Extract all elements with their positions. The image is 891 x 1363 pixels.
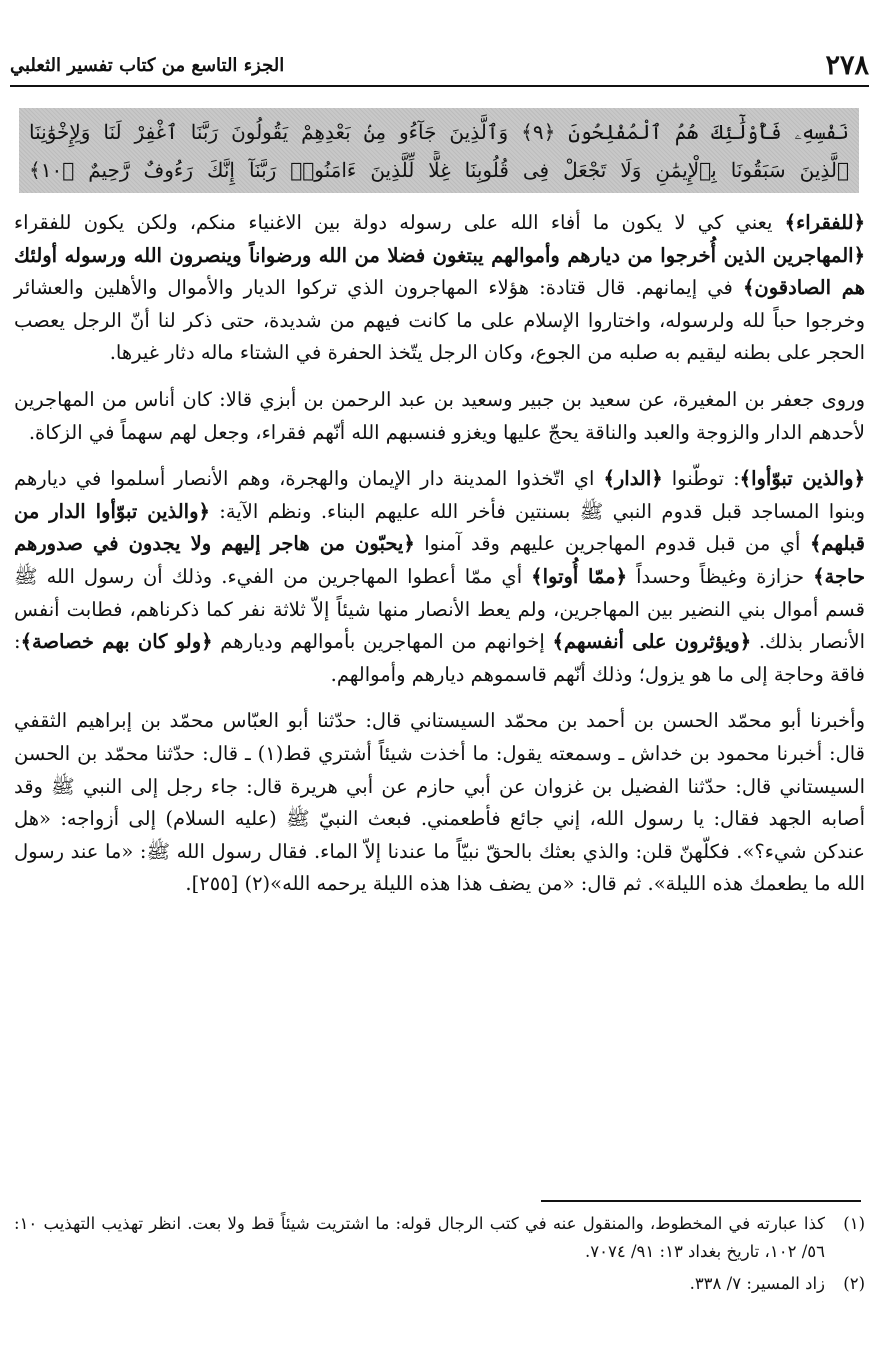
- paragraph-4: وأخبرنا أبو محمّد الحسن بن أحمد بن محمّد السيستاني قال: حدّثنا أبو العبّاس محمّد بن إبراهيم الثقفي قال: أخبرنا محمود بن خداش ـ وسمعته يقول: ما أخذت شيئاً أشتري قط(١) ـ قال: حدّثنا محمّد بن الحسن السيستاني قال: حدّثنا الفضيل بن غزوان عن أبي حازم عن أبي هريرة قال: جاء رجل إلى النبي ﷺ وقد أصابه الجهد فقال: يا رسول الله، إني جائع فأطعمني. فبعث النبيّ ﷺ (عليه السلام) إلى أزواجه: «هل عندكن شيء؟». فكلّهنّ قلن: والذي بعثك بالحقّ نبيّاً ما عندنا إلاّ الماء. فقال رسول الله ﷺ: «ما عند رسول الله ما يطعمك هذه الليلة». ثم قال: «من يضف هذا هذه الليلة يرحمه الله»(٢) [٢٥٥].: [14, 709, 866, 896]
- quran-line-2: ٱلَّذِينَ سَبَقُونَا بِٱلْإِيمَٰنِ وَلَا تَجْعَلْ فِى قُلُوبِنَا غِلًّا لِّلَّذِينَ ءَامَنُوا۟ رَبَّنَآ إِنَّكَ رَءُوفٌ رَّحِيمٌ ﴿١٠﴾: [29, 157, 849, 182]
- quoted-verse-fragment: ﴿ولو كان بهم خصاصة﴾: [20, 630, 213, 654]
- footnote-number: (١): [843, 1214, 865, 1233]
- quran-verse-box: [19, 108, 859, 193]
- quoted-verse-fragment: ﴿للفقراء﴾: [784, 211, 865, 234]
- quoted-verse-fragment: ﴿ممّا أُوتوا﴾: [531, 564, 628, 588]
- paragraph-3: ﴿والذين تبوّأوا﴾: توطّنوا ﴿الدار﴾ اي اتّخذوا المدينة دار الإيمان والهجرة، وهم الأنصار أسلموا في ديارهم وبنوا المساجد قبل قدوم النبي ﷺ بسنتين فأخر الله عليهم البناء. ونظم الآية: ﴿والذين تبوّأوا الدار من قبلهم﴾ أي من قبل قدوم المهاجرين عليهم وقد آمنوا ﴿يحبّون من هاجر إليهم ولا يجدون في صدورهم حاجة﴾ حزازة وغيظاً وحسداً ﴿ممّا أُوتوا﴾ أي ممّا أعطوا المهاجرين من الفيء. وذلك أن رسول الله ﷺ قسم أموال بني النضير بين المهاجرين، ولم يعط الأنصار منها شيئاً إلاّ ثلاثة نفر كما ذكرناهم، فطابت أنفس الأنصار بذلك. ﴿ويؤثرون على أنفسهم﴾ إخوانهم من المهاجرين بأموالهم وديارهم ﴿ولو كان بهم خصاصة﴾: فاقة وحاجة إلى ما هو يزول؛ وذلك أنّهم قاسموهم ديارهم وأموالهم.: [14, 467, 866, 686]
- paragraph-1: ﴿للفقراء﴾ يعني كي لا يكون ما أفاء الله على رسوله دولة بين الاغنياء منكم، ولكن يكون للفقراء ﴿المهاجرين الذين أُخرجوا من ديارهم وأموالهم يبتغون فضلا من الله ورضواناً وينصرون الله ورسوله أولئك هم الصادقون﴾ في إيمانهم. قال قتادة: هؤلاء المهاجرون الذي تركوا الديار والأموال والأهلين والعشائر وخرجوا حباً لله ولرسوله، واختاروا الإسلام على ما كانت فيهم من شديدة، حتى ذكر لنا أنّ الرجل يعصب الحجر على بطنه ليقيم به صلبه من الجوع، وكان الرجل يتّخذ الحفرة في الشتاء ماله دثار غيرها.: [14, 211, 865, 365]
- footnote-text: كذا عبارته في المخطوط، والمنقول عنه في كتب الرجال قوله: ما اشتريت شيئاً قط ولا بعت. انظر تهذيب التهذيب ١٠: ٥٦/ ١٠٢، تاريخ بغداد ١٣: ٩١/ ٧٠٧٤.: [14, 1214, 825, 1261]
- quoted-verse-fragment: ﴿والذين تبوّأوا الدار من قبلهم﴾: [14, 499, 866, 556]
- page-number: ٢٧٨: [825, 49, 869, 81]
- footnote-text: زاد المسير: ٧/ ٣٣٨.: [689, 1274, 825, 1293]
- quoted-verse-fragment: ﴿والذين تبوّأوا﴾: [739, 467, 865, 491]
- quoted-verse-fragment: ﴿ويؤثرون على أنفسهم﴾: [552, 630, 752, 654]
- footnote-1: [14, 1210, 865, 1266]
- footnote-number: (٢): [843, 1274, 865, 1293]
- paragraph-2: وروى جعفر بن المغيرة، عن سعيد بن جبير وسعيد بن عبد الرحمن بن أبزي قالا: كان أناس من المهاجرين لأحدهم الدار والزوجة والعبد والناقة يحجّ عليها ويغزو فنسبهم الله أنّهم فقراء، وجعل لهم سهماً في الزكاة.: [14, 387, 865, 444]
- quoted-verse-fragment: ﴿المهاجرين الذين أُخرجوا من ديارهم وأموالهم يبتغون فضلا من الله ورضواناً وينصرون الله ورسوله أولئك هم الصادقون﴾: [14, 243, 865, 300]
- footnotes: [14, 1210, 865, 1302]
- page-header: [10, 45, 869, 87]
- quoted-verse-fragment: ﴿يحبّون من هاجر إليهم ولا يجدون في صدورهم حاجة﴾: [14, 532, 865, 588]
- footnote-divider: [541, 1200, 861, 1202]
- running-title: الجزء التاسع من كتاب تفسير الثعلبي: [10, 54, 285, 76]
- quoted-verse-fragment: ﴿الدار﴾: [603, 467, 663, 491]
- commentary-text: [14, 207, 865, 915]
- quran-line-1: نَفْسِهِۦ فَأُوْلَٰٓئِكَ هُمُ ٱلْمُفْلِحُونَ ﴿٩﴾ وَٱلَّذِينَ جَآءُو مِنۢ بَعْدِهِمْ يَقُولُونَ رَبَّنَا ٱغْفِرْ لَنَا وَلِإِخْوَٰنِنَا: [29, 119, 849, 144]
- footnote-2: [14, 1270, 865, 1298]
